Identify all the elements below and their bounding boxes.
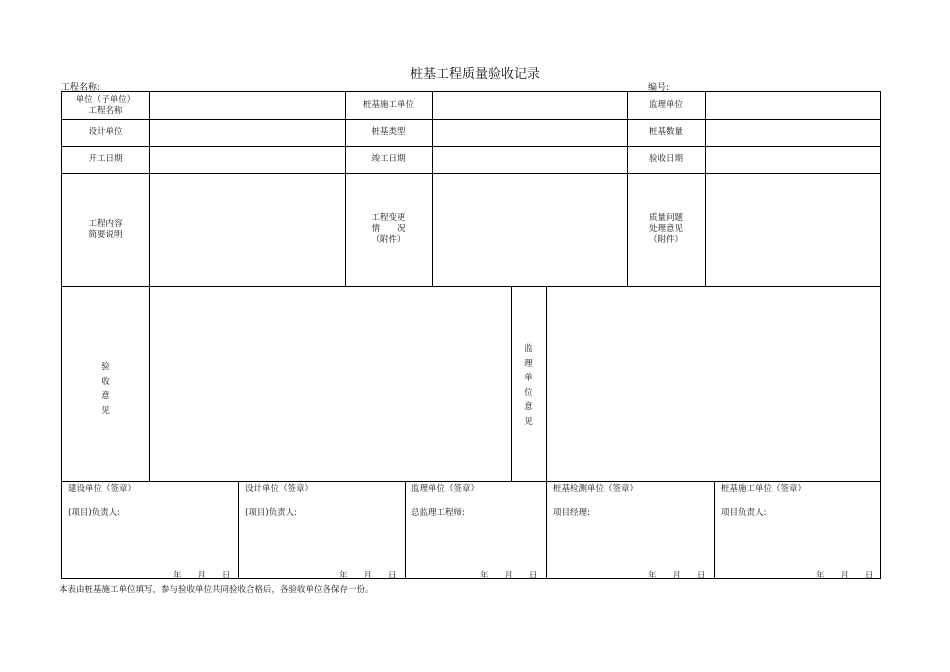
serial-number-label: 编号: <box>648 83 670 93</box>
pile-count-label: 桩基数量 <box>648 127 683 137</box>
project-name-label: 工程名称: <box>61 83 101 93</box>
finish-date-label: 竣工日期 <box>371 154 406 164</box>
content-description-label: 工程内容 简要说明 <box>88 218 123 240</box>
supervisor-opinion-label: 监 理 单 位 意 见 <box>524 344 533 427</box>
acceptance-date-label: 验收日期 <box>648 154 683 164</box>
start-date-label: 开工日期 <box>88 154 123 164</box>
acceptance-opinion-label: 验 收 意 见 <box>101 362 110 416</box>
acceptance-form-table: 单位（子单位） 工程名称 桩基施工单位 监理单位 设计单位 桩基类型 桩基数量 开工日期 竣工日期 验收日期 工程内容 简要说明 工程变更 情 况 （附件） 质量问题 处理意见 （附件） 验 收 意 见 监 理 单 位 意 见 建设单位（签章） (项目)负责人: 年 月 日 设计单位（签章） (项目)负责人: 年 月 日 监理单位（签章） 总监理工程师: 年 月 日 桩基检测单位（签章） 项目经理: 年 月 日 桩基施工单位（签章） 项目负责人: 年 月 日 <box>61 91 881 579</box>
design-unit-label: 设计单位 <box>88 127 123 137</box>
quality-issue-label: 质量问题 处理意见 （附件） <box>648 213 683 245</box>
footnote: 本表由桩基施工单位填写，参与验收单位共同验收合格后，各验收单位各保存一份。 <box>59 585 374 595</box>
change-description-label: 工程变更 情 况 （附件） <box>371 213 406 245</box>
unit-name-label: 单位（子单位） 工程名称 <box>75 94 136 116</box>
form-title: 桩基工程质量验收记录 <box>409 67 540 82</box>
supervisor-label: 监理单位 <box>648 100 683 110</box>
pile-contractor-label: 桩基施工单位 <box>362 100 414 110</box>
pile-type-label: 桩基类型 <box>371 127 406 137</box>
